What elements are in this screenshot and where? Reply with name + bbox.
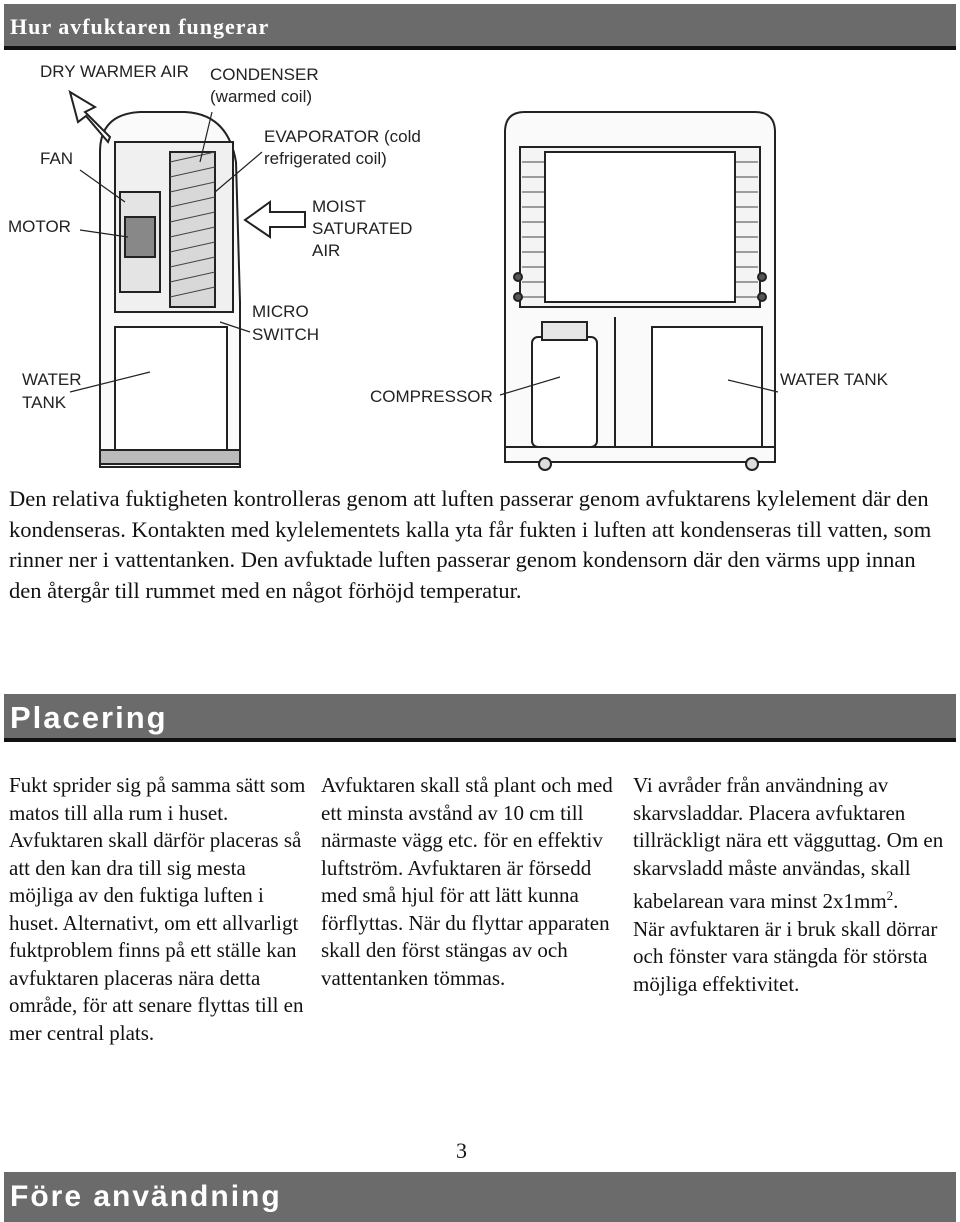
front-view-unit xyxy=(505,112,775,470)
label-micro: MICRO xyxy=(252,302,309,321)
section-title: Hur avfuktaren fungerar xyxy=(10,14,270,39)
placement-column-3 xyxy=(633,772,953,998)
label-water-tank-front: WATER TANK xyxy=(780,370,888,389)
superscript: 2 xyxy=(886,888,894,903)
label-dry-warmer-air: DRY WARMER AIR xyxy=(40,62,189,81)
col3-text-2: När avfuktaren är i bruk skall dörrar och fönster vara stängda för största möjliga effektivitet. xyxy=(633,916,938,996)
side-view-unit xyxy=(100,112,240,467)
label-compressor: COMPRESSOR xyxy=(370,387,493,406)
label-water: WATER xyxy=(22,370,82,389)
label-switch: SWITCH xyxy=(252,325,320,344)
section-title: Före användning xyxy=(10,1180,282,1213)
label-saturated: SATURATED xyxy=(312,219,413,238)
label-moist: MOIST xyxy=(312,197,366,216)
section-header-how-it-works xyxy=(4,4,956,50)
placement-column-1: Fukt sprider sig på samma sätt som matos till alla rum i huset. Avfuktaren skall därför placeras så att den kan dra till sig mesta möjliga av den fuktiga luften i huset. Alternativt, om ett allvarligt fuktproblem finns på ett ställe kan avfuktaren placeras nära detta område, för att senare flyttas till en mer central plats. xyxy=(9,773,306,1045)
dry-air-arrow xyxy=(70,92,110,142)
intro-paragraph: Den relativa fuktigheten kontrolleras genom att luften passerar genom avfuktarens kylelement där den kondenseras. Kontakten med kylelementets kalla yta får fukten i luften att kondenseras till vatten, som rinner ner i vattentanken. Den avfuktade luften passerar genom kondensorn där den värms upp innan den återgår till rummet med en något förhöjd temperatur. xyxy=(9,486,932,603)
section-header-before-use xyxy=(4,1172,956,1222)
label-evaporator-sub: refrigerated coil) xyxy=(264,149,387,168)
section-title: Placering xyxy=(10,700,168,735)
label-condenser-sub: (warmed coil) xyxy=(210,87,313,106)
col3-period: . xyxy=(893,889,899,913)
label-evaporator: EVAPORATOR (cold xyxy=(264,127,421,146)
col3-text: Vi avråder från användning av skarvsladdar. Placera avfuktaren tillräckligt nära ett vägguttag. Om en skarvsladd måste användas, skall kabelarean vara minst 2x1mm xyxy=(633,773,944,913)
label-air: AIR xyxy=(312,241,341,260)
section-header-placement xyxy=(4,694,956,742)
label-condenser: CONDENSER xyxy=(210,65,319,84)
label-tank: TANK xyxy=(22,393,67,412)
page-number: 3 xyxy=(456,1138,467,1163)
moist-air-arrow xyxy=(245,202,305,237)
label-motor: MOTOR xyxy=(8,217,71,236)
placement-column-2: Avfuktaren skall stå plant och med ett minsta avstånd av 10 cm till närmaste vägg etc. för en effektiv luftström. Avfuktaren är försedd med små hjul för att lätt kunna förflyttas. När du flyttar apparaten skall den först stängas av och vattentanken tömmas. xyxy=(321,773,613,990)
label-fan: FAN xyxy=(40,149,74,168)
dehumidifier-diagram xyxy=(0,52,960,477)
